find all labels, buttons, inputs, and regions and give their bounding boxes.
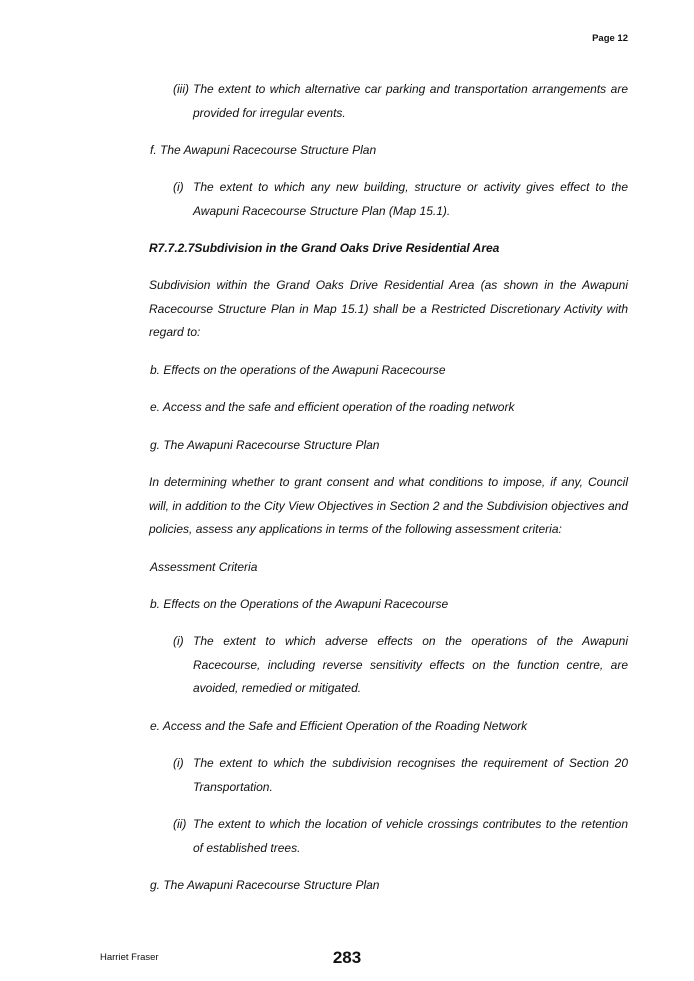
- item-label: (ii): [173, 817, 187, 831]
- criterion-b-i: [173, 630, 628, 701]
- heading-f: f. The Awapuni Racecourse Structure Plan: [150, 143, 377, 157]
- section-heading: R7.7.2.7Subdivision in the Grand Oaks Drive Residential Area: [149, 241, 500, 255]
- footer-author: Harriet Fraser: [100, 952, 159, 963]
- item-text: The extent to which the subdivision recognises the requirement of Section 20 Transportation.: [193, 756, 628, 794]
- page-label: Page 12: [592, 33, 628, 44]
- criterion-iii: [173, 78, 628, 125]
- item-text: The extent to which the location of vehicle crossings contributes to the retention of established trees.: [193, 817, 628, 855]
- item-label: (iii): [173, 82, 189, 96]
- determining-paragraph: In determining whether to grant consent and what conditions to impose, if any, Council will, in addition to the City View Objectives in Section 2 and the Subdivision objectives and policies, assess any applications in terms of the following assessment criteria:: [149, 475, 628, 536]
- item-text: The extent to which adverse effects on the operations of the Awapuni Racecourse, including reverse sensitivity effects on the function centre, are avoided, remedied or mitigated.: [193, 634, 628, 695]
- item-label: (i): [173, 180, 184, 194]
- intro-paragraph: Subdivision within the Grand Oaks Drive Residential Area (as shown in the Awapuni Racecourse Structure Plan in Map 15.1) shall be a Restricted Discretionary Activity with regard to:: [149, 278, 628, 339]
- criterion-e-heading: e. Access and the Safe and Efficient Operation of the Roading Network: [150, 719, 528, 733]
- criterion-b-heading: b. Effects on the Operations of the Awapuni Racecourse: [150, 597, 449, 611]
- item-text: The extent to which alternative car parking and transportation arrangements are provided for irregular events.: [193, 82, 628, 120]
- list-item-b: b. Effects on the operations of the Awapuni Racecourse: [150, 363, 446, 377]
- item-text: The extent to which any new building, structure or activity gives effect to the Awapuni Racecourse Structure Plan (Map 15.1).: [193, 180, 628, 218]
- criterion-e-ii: [173, 813, 628, 860]
- footer-page-number: 283: [332, 948, 362, 967]
- criterion-g-heading: g. The Awapuni Racecourse Structure Plan: [150, 878, 380, 892]
- criterion-f-i: [173, 176, 628, 223]
- item-label: (i): [173, 634, 184, 648]
- item-label: (i): [173, 756, 184, 770]
- list-item-e: e. Access and the safe and efficient operation of the roading network: [150, 400, 515, 414]
- criterion-e-i: [173, 752, 628, 799]
- assessment-heading: Assessment Criteria: [150, 560, 258, 574]
- list-item-g: g. The Awapuni Racecourse Structure Plan: [150, 438, 380, 452]
